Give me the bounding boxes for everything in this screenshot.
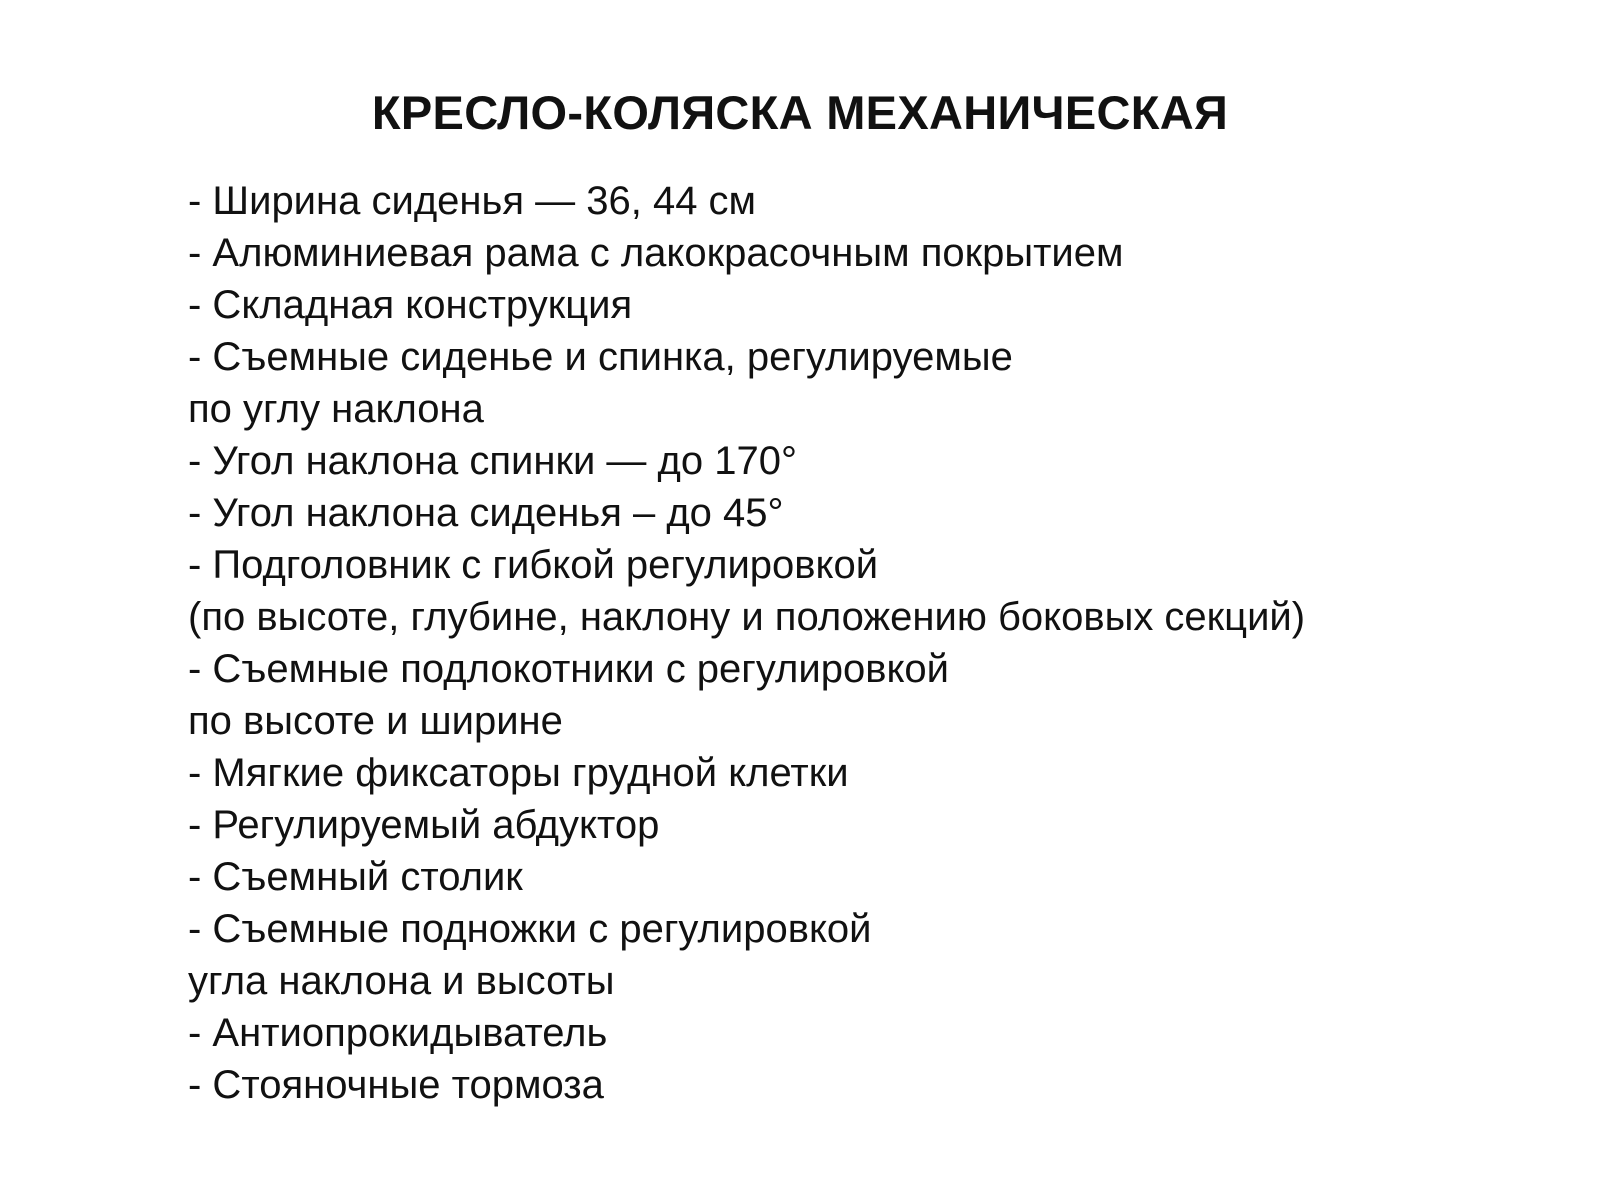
spec-line: (по высоте, глубине, наклону и положению боковых секций) <box>188 595 1306 639</box>
spec-line: - Съемные сиденье и спинка, регулируемые <box>188 335 1013 379</box>
spec-line: - Подголовник с гибкой регулировкой <box>188 543 879 587</box>
spec-list <box>188 175 1548 1111</box>
spec-line: - Мягкие фиксаторы грудной клетки <box>188 751 849 795</box>
spec-line: - Съемные подножки с регулировкой <box>188 907 872 951</box>
spec-line: - Антиопрокидыватель <box>188 1011 608 1055</box>
spec-line: - Съемный столик <box>188 855 523 899</box>
spec-line: - Регулируемый абдуктор <box>188 803 660 847</box>
spec-line: - Складная конструкция <box>188 283 633 327</box>
spec-line: угла наклона и высоты <box>188 959 615 1003</box>
spec-line: - Угол наклона сиденья – до 45° <box>188 491 784 535</box>
spec-line: по углу наклона <box>188 387 484 431</box>
document-title: КРЕСЛО-КОЛЯСКА МЕХАНИЧЕСКАЯ <box>371 86 1229 139</box>
spec-line: - Угол наклона спинки — до 170° <box>188 439 797 483</box>
spec-line: по высоте и ширине <box>188 699 563 743</box>
spec-line: - Алюминиевая рама с лакокрасочным покрытием <box>188 231 1124 275</box>
spec-line: - Съемные подлокотники с регулировкой <box>188 647 949 691</box>
spec-line: - Ширина сиденья — 36, 44 см <box>188 179 757 223</box>
spec-line: - Стояночные тормоза <box>188 1063 604 1107</box>
